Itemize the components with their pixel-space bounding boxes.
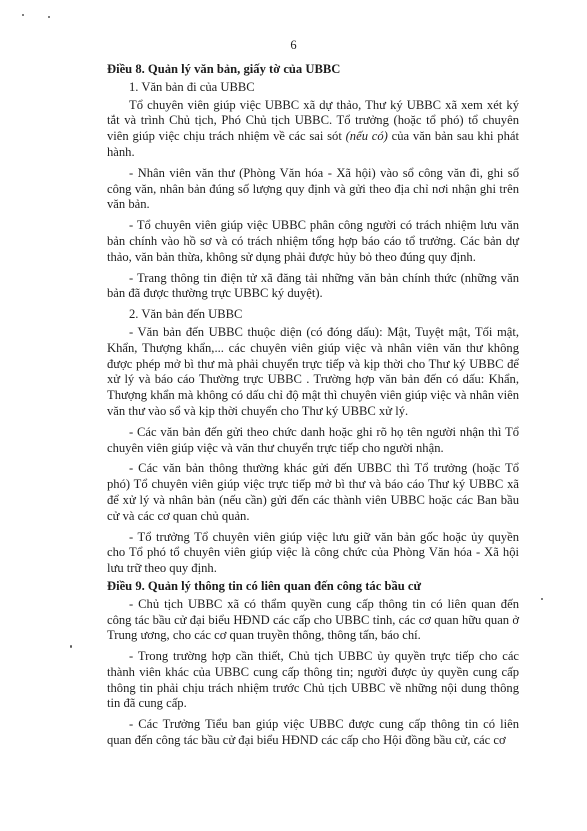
paragraph: - Trong trường hợp cần thiết, Chủ tịch UBBC ủy quyền trực tiếp cho các thành viên khác của UBBC cung cấp thông tin; người được ủy quyền cung cấp thông tin phải chịu trách nhiệm trước Chủ tịch UBBC về những nội dung thông tin đã cung cấp.	[107, 649, 519, 711]
paragraph: - Tổ trưởng Tổ chuyên viên giúp việc lưu giữ văn bản gốc hoặc ủy quyền cho Tổ phó tổ chuyên viên giúp việc là công chức của Phòng Văn hóa - Xã hội lưu trữ theo quy định.	[107, 529, 519, 576]
document-body	[107, 62, 519, 754]
scan-speck	[541, 598, 543, 600]
paragraph: - Nhân viên văn thư (Phòng Văn hóa - Xã hội) vào sổ công văn đi, ghi số công văn, nhân bản đúng số lượng quy định và gửi theo địa chỉ nơi nhận ghi trên văn bản.	[107, 165, 519, 212]
paragraph: - Chủ tịch UBBC xã có thẩm quyền cung cấp thông tin có liên quan đến công tác bầu cử đại biểu HĐND các cấp cho UBBC tỉnh, các cơ quan hữu quan ở Trung ương, cho các cơ quan truyền thông, thông tấn, báo chí.	[107, 596, 519, 643]
paragraph: - Văn bản đến UBBC thuộc diện (có đóng dấu): Mật, Tuyệt mật, Tối mật, Khẩn, Thượng khẩn,... các chuyên viên giúp việc và nhân viên văn thư không được phép mở bì thư mà phải chuyển trực tiếp và kịp thời cho Thư ký UBBC để xử lý và báo cáo Thường trực UBBC . Trường hợp văn bản đến có dấu: Khẩn, Thượng khẩn mà không có dấu chỉ độ mật thì chuyên viên giúp việc và nhân viên văn thư vào sổ và kịp thời chuyển cho Thư ký UBBC xử lý.	[107, 324, 519, 418]
scan-speck	[22, 14, 24, 16]
page-number: 6	[290, 38, 297, 52]
paragraph: - Trang thông tin điện tử xã đăng tải những văn bản chính thức (những văn bản đã được thường trực UBBC ký duyệt).	[107, 270, 519, 301]
scan-speck	[48, 16, 50, 18]
article-9-heading: Điều 9. Quản lý thông tin có liên quan đến công tác bầu cử	[107, 578, 422, 593]
paragraph-text: Tổ chuyên viên giúp việc UBBC xã dự thảo, Thư ký UBBC xã xem xét ký tắt và trình Chủ tịch, Phó Chủ tịch UBBC. Tổ trưởng (hoặc tổ phó) tổ chuyên viên giúp việc chịu trách nhiệm về các sai sót	[107, 97, 519, 144]
article-8-heading: Điều 8. Quản lý văn bản, giấy tờ của UBBC	[107, 62, 341, 76]
paragraph-text: của văn bản sau khi phát hành.	[107, 129, 519, 159]
paragraph: - Các văn bản thông thường khác gửi đến UBBC thì Tổ trưởng (hoặc Tổ phó) Tổ chuyên viên giúp việc trực tiếp mở bì thư và báo cáo Thư ký UBBC xã để xử lý và nhân bản (nếu cần) gửi đến các thành viên UBBC hoặc các Ban bầu cử và các cơ quan chủ quản.	[107, 461, 519, 523]
paragraph-italic: (nếu có)	[345, 129, 388, 144]
section-2-title: 2. Văn bản đến UBBC	[129, 307, 243, 322]
scan-speck	[70, 645, 72, 648]
paragraph: - Tổ chuyên viên giúp việc UBBC phân công người có trách nhiệm lưu văn bản chính vào hồ sơ và có trách nhiệm tổng hợp báo cáo tổ trưởng. Các bản dự thảo, văn bản thừa, không sử dụng phải được hủy bỏ theo đúng quy định.	[107, 218, 519, 264]
paragraph: - Các Trưởng Tiểu ban giúp việc UBBC được cung cấp thông tin có liên quan đến công tác bầu cử đại biểu HĐND các cấp cho Hội đồng bầu cử, các cơ	[107, 717, 519, 748]
paragraph	[107, 98, 519, 161]
section-1-title: 1. Văn bản đi của UBBC	[129, 79, 255, 94]
paragraph: - Các văn bản đến gửi theo chức danh hoặc ghi rõ họ tên người nhận thì Tổ chuyên viên giúp việc và văn thư chuyển trực tiếp cho người nhận.	[107, 424, 519, 455]
